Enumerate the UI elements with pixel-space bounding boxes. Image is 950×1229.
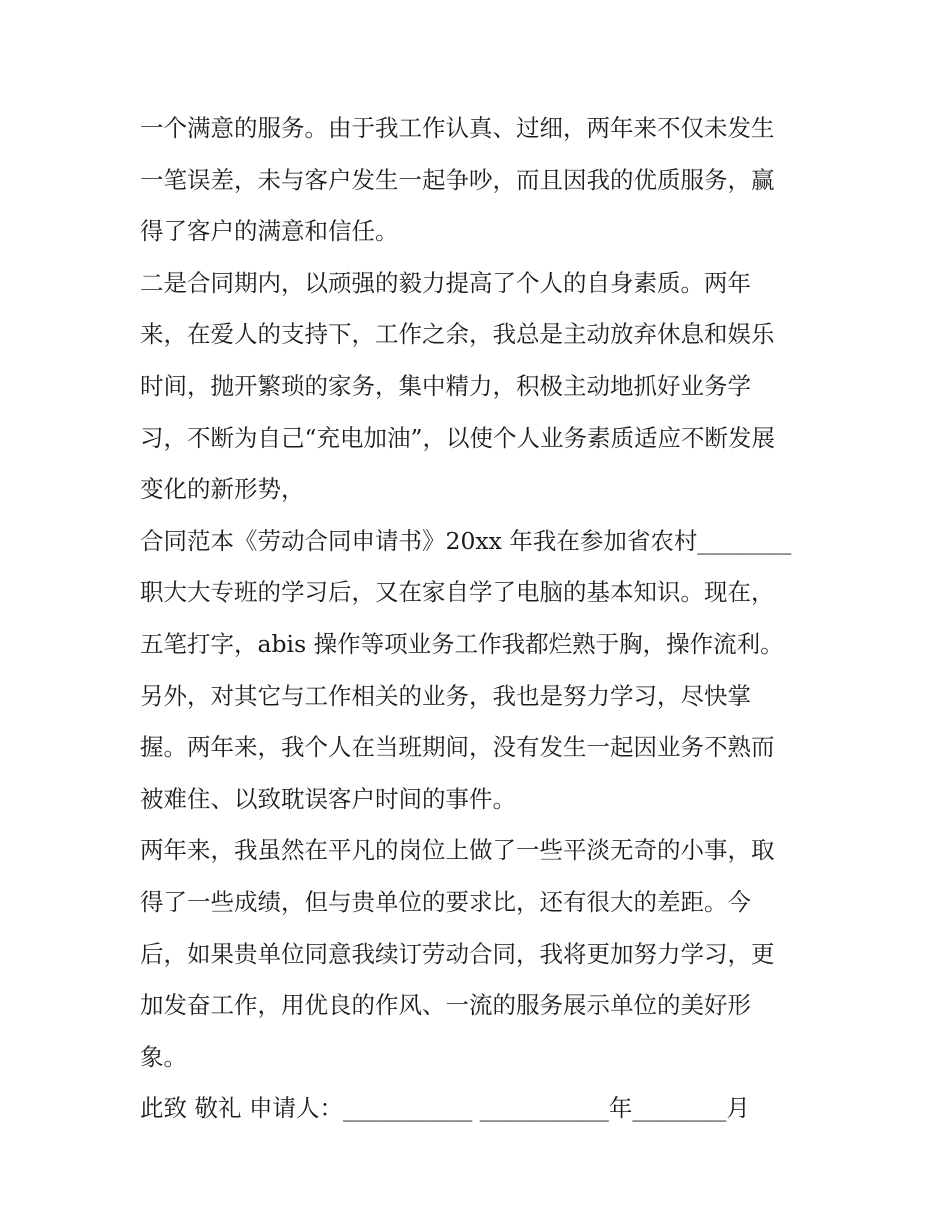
text-line: 职大大专班的学习后，又在家自学了电脑的基本知识。现在， bbox=[140, 578, 775, 607]
text-line: 得了客户的满意和信任。 bbox=[140, 217, 399, 246]
text-line: 来，在爱人的支持下，工作之余，我总是主动放弃休息和娱乐 bbox=[140, 320, 775, 349]
signature-line: 此致 敬礼 申请人：___________ ___________年________月 bbox=[140, 1094, 750, 1123]
document-body bbox=[140, 103, 820, 1135]
paragraph-contract-template bbox=[140, 516, 820, 826]
paragraph-self-improvement bbox=[140, 258, 820, 516]
text-line: 得了一些成绩，但与贵单位的要求比，还有很大的差距。今 bbox=[140, 887, 751, 916]
text-line: 一笔误差，未与客户发生一起争吵，而且因我的优质服务，赢 bbox=[140, 165, 775, 194]
paragraph-signature bbox=[140, 1083, 820, 1135]
text-line: 二是合同期内，以顽强的毅力提高了个人的自身素质。两年 bbox=[140, 268, 751, 297]
text-line: 一个满意的服务。由于我工作认真、过细，两年来不仅未发生 bbox=[140, 114, 775, 142]
text-line: 后，如果贵单位同意我续订劳动合同，我将更加努力学习，更 bbox=[140, 939, 775, 968]
paragraph-conclusion bbox=[140, 825, 820, 1083]
text-line: 两年来，我虽然在平凡的岗位上做了一些平淡无奇的小事，取 bbox=[140, 836, 775, 865]
text-line: 合同范本《劳动合同申请书》20xx 年我在参加省农村________ bbox=[140, 526, 792, 555]
text-line: 变化的新形势， bbox=[140, 475, 305, 504]
text-line: 时间，抛开繁琐的家务，集中精力，积极主动地抓好业务学 bbox=[140, 371, 751, 400]
text-line: 被难住、以致耽误客户时间的事件。 bbox=[140, 784, 516, 813]
text-line: 五笔打字，abis 操作等项业务工作我都烂熟于胸，操作流利。 bbox=[140, 629, 784, 658]
text-line: 加发奋工作，用优良的作风、一流的服务展示单位的美好形 bbox=[140, 991, 751, 1020]
text-line: 握。两年来，我个人在当班期间，没有发生一起因业务不熟而 bbox=[140, 733, 775, 762]
paragraph-service bbox=[140, 103, 820, 258]
text-line: 象。 bbox=[140, 1042, 187, 1071]
text-line: 另外，对其它与工作相关的业务，我也是努力学习，尽快掌 bbox=[140, 681, 751, 710]
text-line: 习，不断为自己“充电加油”，以使个人业务素质适应不断发展 bbox=[140, 423, 776, 452]
